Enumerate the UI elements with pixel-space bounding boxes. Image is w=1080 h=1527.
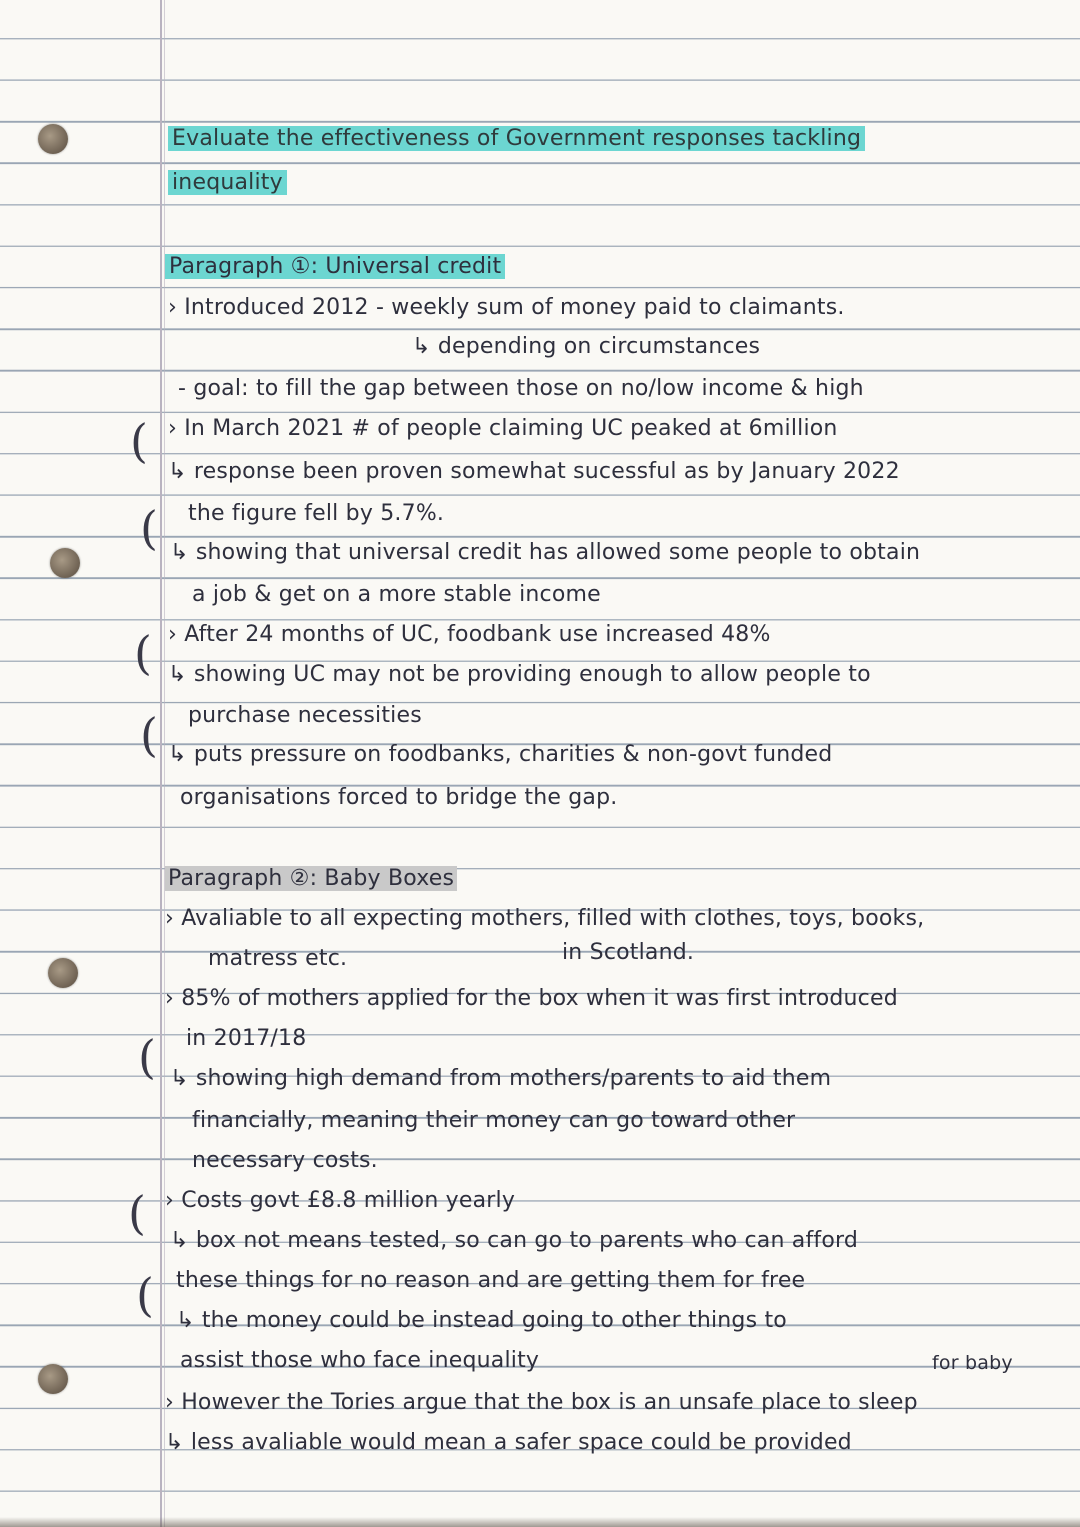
bracket-icon: ( xyxy=(128,1186,146,1240)
note-line: assist those who face inequality xyxy=(180,1348,540,1373)
bracket-icon: ( xyxy=(136,1268,154,1322)
title-highlight: inequality xyxy=(168,170,287,195)
heading-highlight: Paragraph ①: Universal credit xyxy=(165,254,505,279)
note-line: ↳ showing UC may not be providing enough to allow people to xyxy=(168,662,871,687)
note-line: › 85% of mothers applied for the box when it was first introduced xyxy=(165,986,898,1011)
margin-rule-secondary xyxy=(164,0,165,1527)
note-line: ↳ the money could be instead going to other things to xyxy=(176,1308,787,1333)
punch-hole-icon xyxy=(38,124,68,154)
page-edge-shadow xyxy=(0,1517,1080,1527)
note-line: ↳ puts pressure on foodbanks, charities & non-govt funded xyxy=(168,742,833,767)
note-line: ↳ response been proven somewhat sucessful as by January 2022 xyxy=(168,459,900,484)
margin-rule xyxy=(160,0,162,1527)
bracket-icon: ( xyxy=(134,626,152,680)
bracket-icon: ( xyxy=(140,708,158,762)
paragraph-2-heading xyxy=(165,866,457,892)
note-line: purchase necessities xyxy=(188,703,422,728)
note-line: › Introduced 2012 - weekly sum of money paid to claimants. xyxy=(168,295,845,320)
note-line: › Avaliable to all expecting mothers, filled with clothes, toys, books, xyxy=(165,906,925,931)
annotation-note: for baby xyxy=(932,1352,1013,1374)
note-line: financially, meaning their money can go toward other xyxy=(192,1108,796,1133)
note-line: organisations forced to bridge the gap. xyxy=(180,785,618,810)
bracket-icon: ( xyxy=(138,1030,156,1084)
note-line: › After 24 months of UC, foodbank use increased 48% xyxy=(168,622,771,647)
note-line: › Costs govt £8.8 million yearly xyxy=(165,1188,516,1213)
note-line: a job & get on a more stable income xyxy=(192,582,601,607)
punch-hole-icon xyxy=(38,1364,68,1394)
paragraph-1-heading xyxy=(165,254,505,280)
note-line: ↳ depending on circumstances xyxy=(412,334,761,359)
note-line: ↳ less avaliable would mean a safer space could be provided xyxy=(165,1430,852,1455)
note-line: these things for no reason and are getting them for free xyxy=(176,1268,806,1293)
punch-hole-icon xyxy=(50,548,80,578)
note-line: in 2017/18 xyxy=(186,1026,307,1051)
note-line: ↳ showing high demand from mothers/parents to aid them xyxy=(170,1066,832,1091)
bracket-icon: ( xyxy=(140,501,158,555)
note-line: › In March 2021 # of people claiming UC peaked at 6million xyxy=(168,416,838,441)
note-line: necessary costs. xyxy=(192,1148,378,1173)
note-line: the figure fell by 5.7%. xyxy=(188,501,445,526)
title-highlight: Evaluate the effectiveness of Government responses tackling xyxy=(168,126,865,151)
note-line: in Scotland. xyxy=(562,940,695,965)
note-line: ↳ showing that universal credit has allowed some people to obtain xyxy=(170,540,921,565)
note-line: matress etc. xyxy=(208,946,348,971)
note-line: › However the Tories argue that the box is an unsafe place to sleep xyxy=(165,1390,918,1415)
bracket-icon: ( xyxy=(130,414,148,468)
question-title-line2 xyxy=(168,170,287,196)
question-title-line1 xyxy=(168,126,865,152)
heading-highlight: Paragraph ②: Baby Boxes xyxy=(165,866,457,891)
punch-hole-icon xyxy=(48,958,78,988)
note-line: ↳ box not means tested, so can go to parents who can afford xyxy=(170,1228,859,1253)
note-line: - goal: to fill the gap between those on no/low income & high xyxy=(178,376,864,401)
